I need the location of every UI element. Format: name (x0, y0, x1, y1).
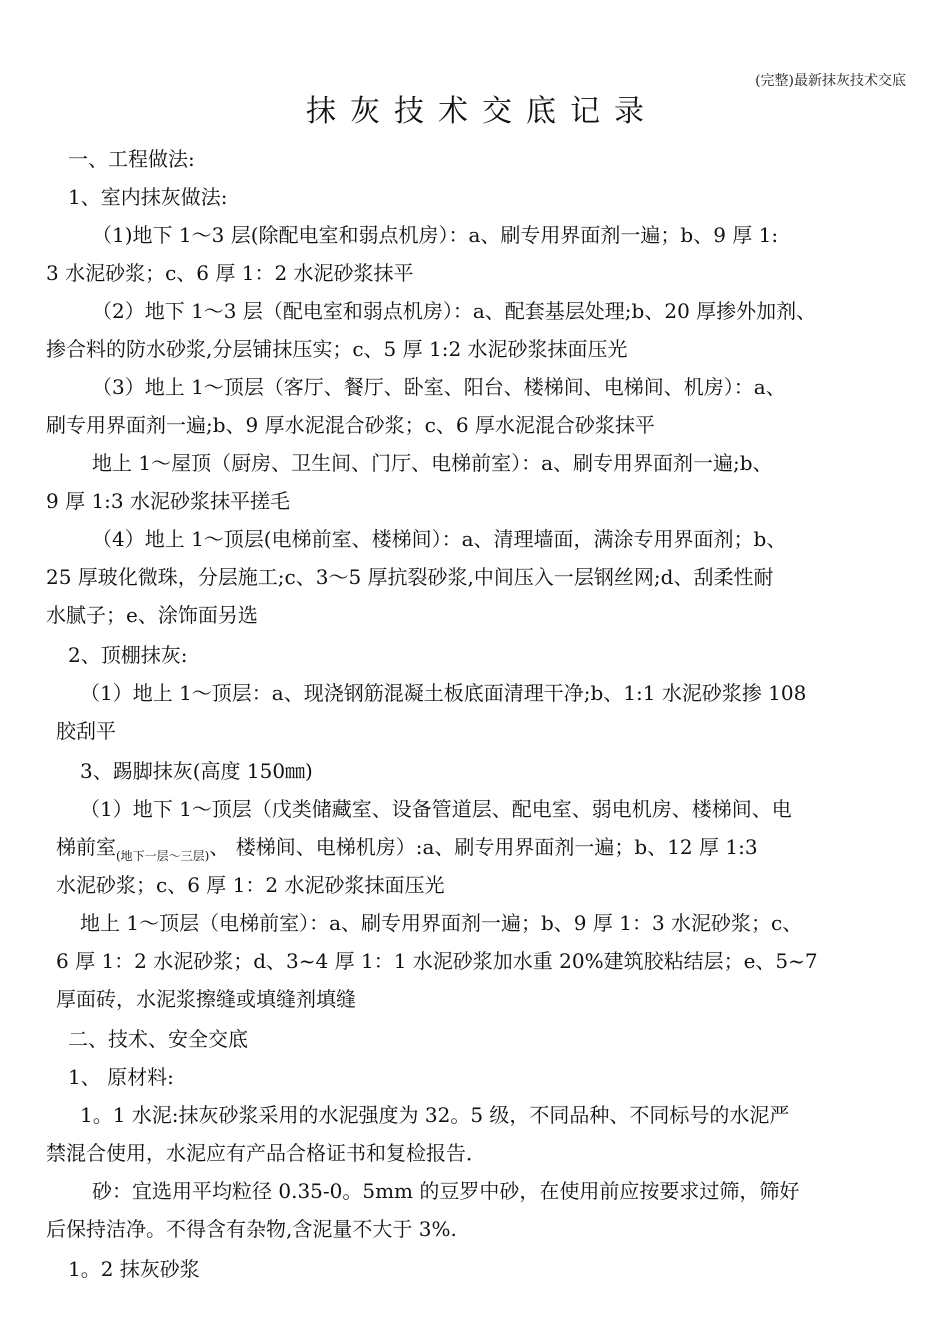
paragraph-line: 25 厚玻化微珠，分层施工;c、3～5 厚抗裂砂浆,中间压入一层钢丝网;d、刮柔性耐 (46, 565, 774, 589)
paragraph-line: 水腻子；e、涂饰面另选 (46, 603, 258, 627)
subsection-heading: 3、踢脚抹灰(高度 150㎜) (80, 759, 313, 783)
paragraph-line: 掺合料的防水砂浆,分层铺抹压实；c、5 厚 1:2 水泥砂浆抹面压光 (46, 337, 628, 361)
paragraph-line: （3）地上 1～顶层（客厅、餐厅、卧室、阳台、楼梯间、电梯间、机房）：a、 (92, 375, 786, 399)
paragraph-line: 地上 1～顶层（电梯前室）：a、刷专用界面剂一遍；b、9 厚 1：3 水泥砂浆；c、 (80, 911, 803, 935)
subsection-heading: 1、 原材料: (68, 1065, 174, 1089)
paragraph-line: 刷专用界面剂一遍;b、9 厚水泥混合砂浆；c、6 厚水泥混合砂浆抹平 (46, 413, 655, 437)
paragraph-line: 1。1 水泥:抹灰砂浆采用的水泥强度为 32。5 级，不同品种、不同标号的水泥严 (80, 1103, 790, 1127)
paragraph-line: 6 厚 1：2 水泥砂浆；d、3~4 厚 1：1 水泥砂浆加水重 20%建筑胶粘结层；e、5~7 (56, 949, 818, 973)
header-note: (完整)最新抹灰技术交底 (755, 73, 906, 89)
paragraph-line: （1）地下 1～顶层（戊类储藏室、设备管道层、配电室、弱电机房、楼梯间、电 (80, 797, 792, 821)
paragraph-line: （1)地下 1～3 层(除配电室和弱点机房）：a、刷专用界面剂一遍；b、9 厚 1: (92, 223, 779, 247)
paragraph-line: 3 水泥砂浆；c、6 厚 1：2 水泥砂浆抹平 (46, 261, 414, 285)
paragraph-line: 9 厚 1:3 水泥砂浆抹平搓毛 (46, 489, 290, 513)
paragraph-line: （4）地上 1～顶层(电梯前室、楼梯间）：a、清理墙面，满涂专用界面剂；b、 (92, 527, 787, 551)
paragraph-line: 地上 1～屋顶（厨房、卫生间、门厅、电梯前室）：a、刷专用界面剂一遍;b、 (92, 451, 773, 475)
text-span: 梯前室 (56, 835, 116, 859)
paragraph-line: 厚面砖，水泥浆擦缝或填缝剂填缝 (56, 987, 356, 1011)
document-title: 抹灰技术交底记录 (306, 94, 658, 129)
text-span: 、 楼梯间、电梯机房）:a、刷专用界面剂一遍；b、12 厚 1:3 (209, 835, 758, 859)
paragraph-line: 水泥砂浆；c、6 厚 1：2 水泥砂浆抹面压光 (56, 873, 445, 897)
section-heading: 一、工程做法: (68, 147, 195, 171)
paragraph-line (56, 834, 916, 863)
subsection-heading: 1。2 抹灰砂浆 (68, 1257, 200, 1281)
paragraph-line: 砂：宜选用平均粒径 0.35-0。5mm 的豆罗中砂，在使用前应按要求过筛，筛好 (92, 1179, 800, 1203)
paragraph-line: （2）地下 1～3 层（配电室和弱点机房）：a、配套基层处理;b、20 厚掺外加剂、 (92, 299, 817, 323)
paragraph-line: 后保持洁净。不得含有杂物,含泥量不大于 3%. (46, 1217, 457, 1241)
small-annotation: (地下一层～三层) (116, 849, 210, 863)
paragraph-line: 禁混合使用，水泥应有产品合格证书和复检报告． (46, 1141, 486, 1165)
subsection-heading: 1、室内抹灰做法: (68, 185, 228, 209)
subsection-heading: 2、顶棚抹灰: (68, 643, 188, 667)
paragraph-line: 胶刮平 (56, 719, 116, 743)
paragraph-line: （1）地上 1～顶层：a、现浇钢筋混凝土板底面清理干净;b、1:1 水泥砂浆掺 108 (80, 681, 807, 705)
section-heading: 二、技术、安全交底 (68, 1027, 248, 1051)
